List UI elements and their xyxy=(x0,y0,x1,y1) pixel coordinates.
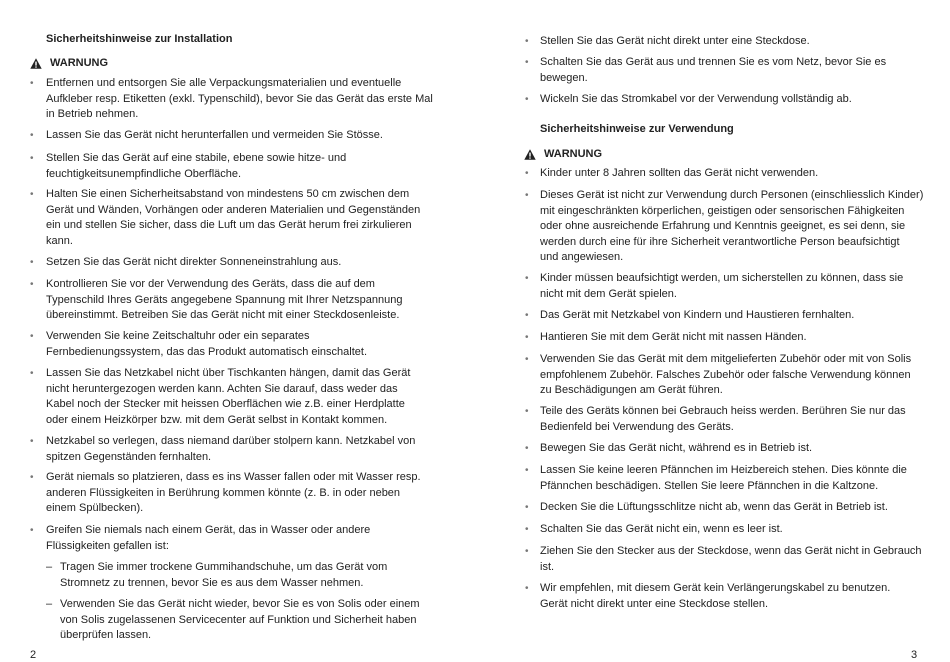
item-line: anderen Flüssigkeiten in Berührung kommen könnte (z. B. in oder neben xyxy=(46,486,401,499)
item-line: empfohlenem Zubehör. Falsches Zubehör oder falsche Verwendung können xyxy=(540,368,911,381)
item-line: Aufkleber resp. Etiketten (exkl. Typenschild), bevor Sie das Gerät das erste Mal xyxy=(46,92,433,105)
item-line: Bewegen Sie das Gerät nicht, während es in Betrieb ist. xyxy=(540,442,813,454)
item-line: oder einem Heizkörper bzw. mit dem Gerät selbst in Kontakt kommen. xyxy=(46,413,388,426)
item-line: Stellen Sie das Gerät nicht direkt unter eine Steckdose. xyxy=(540,35,810,47)
item-line: nicht heruntergezogen werden kann. Achten Sie darauf, dass weder das xyxy=(46,382,398,395)
item-line: einem Spülbecken). xyxy=(46,502,144,514)
item-line: spitzen Gegenständen fernhalten. xyxy=(46,450,212,463)
item-line: Greifen Sie niemals nach einem Gerät, das in Wasser oder andere xyxy=(46,524,371,536)
right-page: • Stellen Sie das Gerät nicht direkt unter eine Steckdose. • Schalten Sie das Gerät aus und trennen Sie es vom Netz, bevor Sie es bewegen. • Wickeln Sie das Stromkabel vor der Verwendung vollständig ab. Sicherheitshinweise zur Verwendung WARNUNG • Kinder unter 8 Jahren sollten das Gerät nicht verwenden. • Dieses Gerät ist nicht zur Verwendung durch Personen (einschliesslich Kinder) mit eingeschränkten körperlichen, geistigen oder sensorischen Fähigkeiten oder ohne ausreichende Erfahrung und Kenntnis geeignet, es sei denn, sie werden durch eine für ihre Sicherheit verantwortliche Person beaufsichtigt und angewiesen. • Kinder müssen beaufsichtigt werden, um sicherstellen zu können, dass sie nicht mit dem Gerät spielen. • Das Gerät mit Netzkabel von Kindern und Haustieren fernhalten. • Hantieren Sie mit dem Gerät nicht mit nassen Händen. • Verwenden Sie das Gerät mit dem mitgelieferten Zubehör oder mit von Solis empfohlenem Zubehör. Falsches Zubehör oder falsche Verwendung können zu Beschädigungen am Gerät führen. • Teile des Geräts können bei Gebrauch heiss werden. Berühren Sie nur das Bedienfeld bei Verwendung des Geräts. • Bewegen Sie das Gerät nicht, während es in Betrieb ist. • Lassen Sie keine leeren Pfännchen im Heizbereich stehen. Dies könnte die Pfännchen beschädigen. Stellen Sie leere Pfännchen in die Kaltzone. • Decken Sie die Lüftungsschlitze nicht ab, wenn das Gerät in Betrieb ist. • Schalten Sie das Gerät nicht ein, wenn es leer ist. • Ziehen Sie den Stecker aus der Steckdose, wenn das Gerät nicht in Gebrauch ist. • Wir empfehlen, mit diesem Gerät kein Verlängerungskabel zu benutzen. Gerät nicht direkt unter eine Steckdose stellen. 3 xyxy=(525,35,924,661)
item-line: Halten Sie einen Sicherheitsabstand von mindestens 50 cm zwischen dem xyxy=(46,188,410,200)
item-line: und angewiesen. xyxy=(540,251,624,263)
item-line: übereinstimmt. Betreiben Sie das Gerät nicht mit einer Steckdosenleiste. xyxy=(46,309,400,321)
item-line: Flüssigkeiten gefallen ist: xyxy=(46,539,169,552)
item-line: Lassen Sie das Netzkabel nicht über Tischkanten hängen, damit das Gerät xyxy=(46,367,411,379)
item-line: Kinder müssen beaufsichtigt werden, um sicherstellen zu können, dass sie xyxy=(540,272,904,284)
item-line: Kontrollieren Sie vor der Verwendung des Geräts, dass die auf dem xyxy=(46,278,375,290)
item-line: Typenschild Ihres Geräts angegebene Spannung mit Ihrer Netzspannung xyxy=(46,293,403,306)
item-line: Teile des Geräts können bei Gebrauch heiss werden. Berühren Sie nur das xyxy=(540,405,906,417)
item-line: Tragen Sie immer trockene Gummihandschuhe, um das Gerät vom xyxy=(60,561,388,573)
page-number: 3 xyxy=(911,649,918,661)
item-line: werden durch eine für ihre Sicherheit verantwortliche Person beaufsichtigt xyxy=(540,235,900,248)
item-line: zu Beschädigungen am Gerät führen. xyxy=(540,384,723,396)
item-line: Stellen Sie das Gerät auf eine stabile, ebene sowie hitze- und xyxy=(46,152,347,164)
page-number: 2 xyxy=(30,649,37,661)
item-line: ist. xyxy=(540,560,555,573)
item-line: bewegen. xyxy=(540,71,588,84)
item-line: Decken Sie die Lüftungsschlitze nicht ab, wenn das Gerät in Betrieb ist. xyxy=(540,501,888,513)
item-line: Netzkabel so verlegen, dass niemand darüber stolpern kann. Netzkabel von xyxy=(46,435,416,447)
item-line: Dieses Gerät ist nicht zur Verwendung durch Personen (einschliesslich Kinder) xyxy=(540,189,924,201)
item-line: Ziehen Sie den Stecker aus der Steckdose, wenn das Gerät nicht in Gebrauch xyxy=(540,545,922,557)
item-line: Hantieren Sie mit dem Gerät nicht mit nassen Händen. xyxy=(540,331,807,343)
warning-heading xyxy=(524,147,602,162)
item-line: Setzen Sie das Gerät nicht direkter Sonneneinstrahlung aus. xyxy=(46,256,342,268)
item-line: Schalten Sie das Gerät aus und trennen Sie es vom Netz, bevor Sie es xyxy=(540,56,887,68)
item-line: Stromnetz zu trennen, bevor Sie es aus dem Wasser nehmen. xyxy=(60,576,364,589)
item-line: Lassen Sie keine leeren Pfännchen im Heizbereich stehen. Dies könnte die xyxy=(540,464,907,476)
section-title-usage: Sicherheitshinweise zur Verwendung xyxy=(540,123,734,135)
item-line: nicht mit dem Gerät spielen. xyxy=(540,287,677,300)
item-line: Gerät nicht direkt unter eine Steckdose stellen. xyxy=(540,597,769,610)
warning-label: WARNUNG xyxy=(50,57,109,69)
item-line: überprüfen lassen. xyxy=(60,629,152,641)
item-line: Kinder unter 8 Jahren sollten das Gerät nicht verwenden. xyxy=(540,167,819,179)
item-line: in Betrieb nehmen. xyxy=(46,108,139,120)
item-line: oder ohne ausreichende Erfahrung und Kenntnis geeignet, es sei denn, sie xyxy=(540,220,906,232)
warning-triangle-icon xyxy=(30,58,42,69)
item-line: Kabel noch der Stecker mit heissen Oberflächen wie z.B. einer Herdplatte xyxy=(46,398,405,410)
item-line: Wir empfehlen, mit diesem Gerät kein Verlängerungskabel zu benutzen. xyxy=(540,582,891,594)
item-line: Verwenden Sie keine Zeitschaltuhr oder ein separates xyxy=(46,330,310,342)
item-line: Lassen Sie das Gerät nicht herunterfallen und vermeiden Sie Stösse. xyxy=(46,129,383,141)
item-line: Verwenden Sie das Gerät nicht wieder, bevor Sie es von Solis oder einem xyxy=(60,598,420,610)
section-title-installation: Sicherheitshinweise zur Installation xyxy=(46,33,233,45)
item-line: mit eingeschränkten körperlichen, geistigen oder sensorischen Fähigkeiten xyxy=(540,204,905,217)
item-line: Wickeln Sie das Stromkabel vor der Verwendung vollständig ab. xyxy=(540,93,852,105)
warning-heading xyxy=(30,56,108,71)
item-line: ein und stellen Sie sicher, dass die Luft um das Gerät herum frei zirkulieren xyxy=(46,219,412,231)
item-line: Gerät und Wänden, Vorhängen oder anderen Materialien und Gegenständen xyxy=(46,203,421,216)
item-line: Gerät niemals so platzieren, dass es ins Wasser fallen oder mit Wasser resp. xyxy=(46,471,421,483)
left-page: Sicherheitshinweise zur Installation WARNUNG • Entfernen und entsorgen Sie alle Verpackungsmaterialien und eventuelle Aufkleber resp. Etiketten (exkl. Typenschild), bevor Sie das Gerät das erste Mal in Betrieb nehmen. • Lassen Sie das Gerät nicht herunterfallen und vermeiden Sie Stösse. • Stellen Sie das Gerät auf eine stabile, ebene sowie hitze- und feuchtigkeitsunempfindliche Oberfläche. • Halten Sie einen Sicherheitsabstand von mindestens 50 cm zwischen dem Gerät und Wänden, Vorhängen oder anderen Materialien und Gegenständen ein und stellen Sie sicher, dass die Luft um das Gerät herum frei zirkulieren kann. • Setzen Sie das Gerät nicht direkter Sonneneinstrahlung aus. • Kontrollieren Sie vor der Verwendung des Geräts, dass die auf dem Typenschild Ihres Geräts angegebene Spannung mit Ihrer Netzspannung übereinstimmt. Betreiben Sie das Gerät nicht mit einer Steckdosenleiste. • Verwenden Sie keine Zeitschaltuhr oder ein separates Fernbedienungssystem, das das Produkt automatisch einschaltet. • Lassen Sie das Netzkabel nicht über Tischkanten hängen, damit das Gerät nicht heruntergezogen werden kann. Achten Sie darauf, dass weder das Kabel noch der Stecker mit heissen Oberflächen wie z.B. einer Herdplatte oder einem Heizkörper bzw. mit dem Gerät selbst in Kontakt kommen. • Netzkabel so verlegen, dass niemand darüber stolpern kann. Netzkabel von spitzen Gegenständen fernhalten. • Gerät niemals so platzieren, dass es ins Wasser fallen oder mit Wasser resp. anderen Flüssigkeiten in Berührung kommen könnte (z. B. in oder neben einem Spülbecken). • Greifen Sie niemals nach einem Gerät, das in Wasser oder andere Flüssigkeiten gefallen ist: – Tragen Sie immer trockene Gummihandschuhe, um das Gerät vom Stromnetz zu trennen, bevor Sie es aus dem Wasser nehmen. – Verwenden Sie das Gerät nicht wieder, bevor Sie es von Solis oder einem von Solis zugelassenen Servicecenter auf Funktion und Sicherheit haben überprüfen lassen. 2 xyxy=(30,33,433,661)
item-line: Das Gerät mit Netzkabel von Kindern und Haustieren fernhalten. xyxy=(540,309,855,321)
item-line: Verwenden Sie das Gerät mit dem mitgelieferten Zubehör oder mit von Solis xyxy=(540,353,912,365)
item-line: feuchtigkeitsunempfindliche Oberfläche. xyxy=(46,167,242,180)
warning-label: WARNUNG xyxy=(544,148,603,160)
item-line: Fernbedienungssystem, das das Produkt automatisch einschaltet. xyxy=(46,345,368,358)
warning-triangle-icon xyxy=(524,149,536,160)
item-line: Entfernen und entsorgen Sie alle Verpackungsmaterialien und eventuelle xyxy=(46,77,402,89)
item-line: Pfännchen beschädigen. Stellen Sie leere Pfännchen in die Kaltzone. xyxy=(540,479,879,492)
item-line: Schalten Sie das Gerät nicht ein, wenn es leer ist. xyxy=(540,523,783,535)
item-line: Bedienfeld bei Verwendung des Geräts. xyxy=(540,420,734,433)
item-line: kann. xyxy=(46,234,73,247)
item-line: von Solis zugelassenen Servicecenter auf Funktion und Sicherheit haben xyxy=(60,613,417,626)
